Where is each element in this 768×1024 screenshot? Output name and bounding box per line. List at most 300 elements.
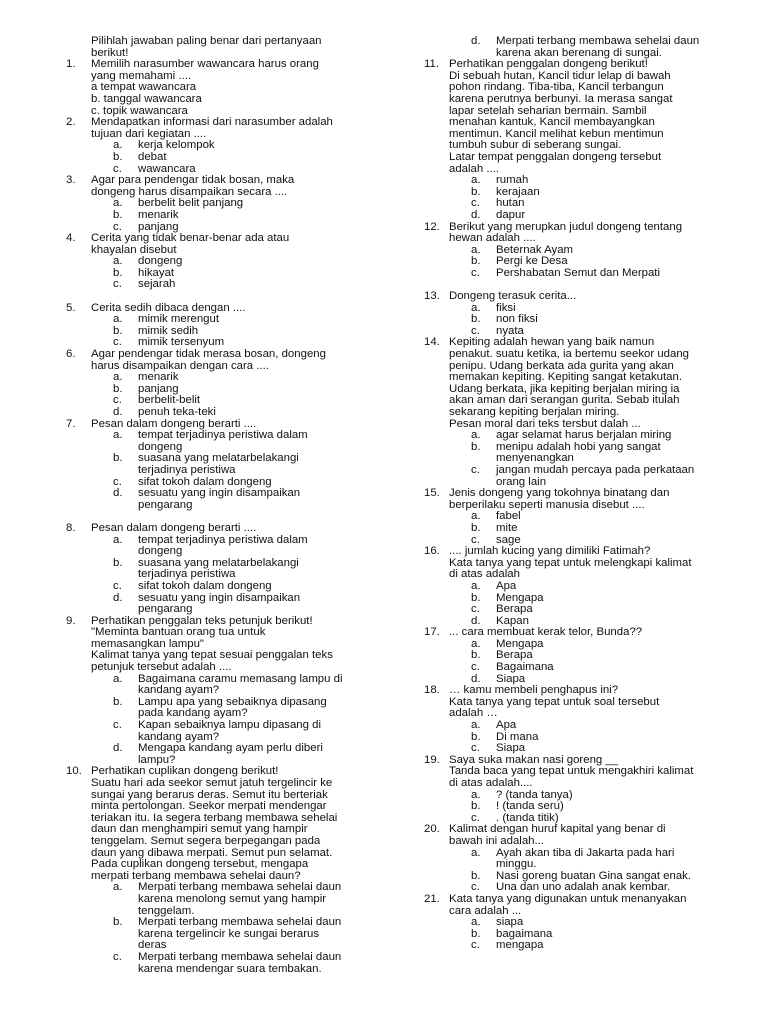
question-text-continued: cara adalah ... xyxy=(449,904,522,917)
question-text: 8. Pesan dalam dongeng berarti .... xyxy=(66,521,257,534)
answer-option xyxy=(424,268,724,280)
question-text-continued: Tanda baca yang tepat untuk mengakhiri kalimat xyxy=(449,765,694,778)
answer-option xyxy=(424,790,724,802)
question-text-continued: memakan kepiting. Kepiting sangat ketakutan. xyxy=(449,371,683,384)
question-text-continued: b. tanggal wawancara xyxy=(91,92,202,105)
question xyxy=(66,175,366,233)
option-letter: b. xyxy=(471,869,481,882)
option-text: mengapa xyxy=(496,939,544,952)
question-text: 13. Dongeng terasuk cerita... xyxy=(424,290,577,303)
question-text-continued: minta pertolongan. Seekor merpati mendengar xyxy=(91,800,327,813)
option-letter: a. xyxy=(471,174,481,187)
option-text-continued: deras xyxy=(138,939,167,952)
question-number: 1. xyxy=(66,58,76,71)
option-text: nyata xyxy=(496,324,524,337)
question xyxy=(66,523,366,616)
option-letter: c. xyxy=(113,278,122,291)
option-letter: a. xyxy=(471,579,481,592)
option-text: Kapan sebaiknya lampu dipasang di xyxy=(138,719,322,732)
option-letter: b. xyxy=(471,649,481,662)
question-text-continued: memasangkan lampu" xyxy=(91,637,204,650)
option-text: tempat terjadinya peristiwa dalam xyxy=(138,429,308,442)
question-text-continued: menahan kantuk, Kancil membayangkan xyxy=(449,116,655,129)
question-text: 15. Jenis dongeng yang tokohnya binatang dan xyxy=(424,487,670,500)
option-text: menarik xyxy=(138,208,179,221)
option-letter: d. xyxy=(471,614,481,627)
question-number: 16. xyxy=(424,545,440,558)
question-text-continued: petunjuk tersebut adalah .... xyxy=(91,661,232,674)
question-text: 19. Saya suka makan nasi goreng __ xyxy=(424,753,619,766)
question-text: 6. Agar pendengar tidak merasa bosan, dongeng xyxy=(66,348,326,361)
question-number: 3. xyxy=(66,174,76,187)
question-text-continued: "Meminta bantuan orang tua untuk xyxy=(91,626,266,639)
option-letter: c. xyxy=(113,475,122,488)
option-letter: c. xyxy=(471,266,480,279)
question-number: 20. xyxy=(424,823,440,836)
option-text: Bagaimana caramu memasang lampu di xyxy=(138,672,343,685)
option-text: Siapa xyxy=(496,742,526,755)
option-letter: a. xyxy=(113,371,123,384)
question-number: 17. xyxy=(424,626,440,639)
question xyxy=(66,303,366,349)
option-text: Mengapa xyxy=(496,637,544,650)
option-letter: a. xyxy=(471,243,481,256)
option-text: sesuatu yang ingin disampaikan xyxy=(138,591,301,604)
option-letter: a. xyxy=(471,719,481,732)
option-letter: a. xyxy=(471,637,481,650)
answer-option xyxy=(424,801,724,813)
question-text-continued: Kata tanya yang tepat untuk melengkapi kalimat xyxy=(449,556,692,569)
option-text: berbelit-belit xyxy=(138,394,201,407)
spacer xyxy=(66,291,366,303)
option-text: ? (tanda tanya) xyxy=(496,788,573,801)
option-text: panjang xyxy=(138,382,179,395)
option-text: Merpati terbang membawa sehelai daun xyxy=(138,950,342,963)
question-text-continued: Latar tempat penggalan dongeng tersebut xyxy=(449,150,662,163)
question xyxy=(424,627,724,685)
question-text-continued: Pada cuplikan dongeng tersebut, mengapa xyxy=(91,858,309,871)
question-text: 11. Perhatikan penggalan dongeng berikut! xyxy=(424,58,648,71)
question xyxy=(66,419,366,523)
question-text-continued: lapar setelah seharian bermain. Sambil xyxy=(449,104,647,117)
answer-option xyxy=(424,314,724,326)
option-text: hutan xyxy=(496,197,525,210)
option-text-continued: karena tergelincir ke sungai berarus xyxy=(138,927,320,940)
question-text-continued: sekarang kepiting berjalan miring. xyxy=(449,406,620,418)
option-letter: a. xyxy=(113,533,123,546)
question-text-continued: Udang berkata, jika kepiting berjalan miring ia xyxy=(449,382,680,395)
question-number: 13. xyxy=(424,290,440,303)
answer-option xyxy=(66,720,366,732)
question-number: 12. xyxy=(424,220,440,233)
question-text-continued: di atas adalah.... xyxy=(449,777,533,789)
answer-option xyxy=(424,36,724,48)
option-text-continued: dongeng xyxy=(138,440,183,453)
question-text-continued: mentimun. Kancil melihat kebun mentimun xyxy=(449,127,664,140)
question-text: 17. ... cara membuat kerak telor, Bunda?? xyxy=(424,626,643,639)
answer-option xyxy=(424,175,724,187)
question-text-continued: di atas adalah xyxy=(449,568,520,581)
answer-option xyxy=(424,732,724,744)
option-letter: a. xyxy=(471,429,481,442)
question-text: 9. Perhatikan penggalan teks petunjuk berikut! xyxy=(66,614,313,627)
question-text: 12. Berikut yang merupkan judul dongeng tentang xyxy=(424,220,683,233)
option-text: mite xyxy=(496,521,518,534)
answer-option xyxy=(66,535,366,547)
answer-option xyxy=(66,743,366,755)
answer-option xyxy=(424,245,724,257)
option-letter: c. xyxy=(113,394,122,407)
option-letter: b. xyxy=(113,452,123,465)
answer-option xyxy=(66,384,366,396)
option-text: tempat terjadinya peristiwa dalam xyxy=(138,533,308,546)
option-text: dongeng xyxy=(138,255,183,268)
option-letter: d. xyxy=(113,742,123,755)
question-number: 8. xyxy=(66,521,76,534)
option-letter: a. xyxy=(113,139,123,152)
option-text: ! (tanda seru) xyxy=(496,800,564,813)
option-text: Apa xyxy=(496,719,517,732)
question-text-continued: tujuan dari kegiatan .... xyxy=(91,127,207,140)
question-number: 7. xyxy=(66,417,76,430)
question xyxy=(424,36,724,59)
option-letter: a. xyxy=(113,255,123,268)
option-text-continued: kandang ayam? xyxy=(138,684,220,697)
answer-option xyxy=(66,198,366,210)
question-number: 4. xyxy=(66,232,76,245)
option-text: Di mana xyxy=(496,730,539,743)
option-text-continued: karena menolong semut yang hampir xyxy=(138,892,327,905)
left-column xyxy=(66,36,366,975)
option-letter: b. xyxy=(471,591,481,604)
option-letter: b. xyxy=(471,800,481,813)
question-text-continued: akan aman dari serangan gurita. Sebab itulah xyxy=(449,394,680,407)
option-text: fabel xyxy=(496,510,521,523)
answer-option xyxy=(424,720,724,732)
option-text: Ayah akan tiba di Jakarta pada hari xyxy=(496,846,675,859)
option-letter: c. xyxy=(113,162,122,175)
option-letter: b. xyxy=(471,185,481,198)
question-number: 11. xyxy=(424,58,439,71)
question-text-continued: Pesan moral dari teks tersbut dalah ... xyxy=(449,417,641,430)
question-text-continued: Kalimat tanya yang tepat sesuai penggalan teks xyxy=(91,649,333,662)
option-letter: b. xyxy=(113,150,123,163)
question xyxy=(66,117,366,175)
option-text: Berapa xyxy=(496,649,533,662)
question-text: 21. Kata tanya yang digunakan untuk menanyakan xyxy=(424,892,687,905)
question-text: 3. Agar para pendengar tidak bosan, maka xyxy=(66,174,295,187)
option-text: Pershabatan Semut dan Merpati xyxy=(496,266,660,279)
answer-option xyxy=(424,917,724,929)
option-letter: c. xyxy=(471,324,480,337)
option-letter: c. xyxy=(113,336,122,349)
answer-option xyxy=(66,152,366,164)
answer-option xyxy=(424,465,724,477)
option-text-continued: karena mendengar suara tembakan. xyxy=(138,962,322,975)
option-text: Mengapa xyxy=(496,591,544,604)
right-column xyxy=(424,36,724,952)
option-letter: b. xyxy=(471,313,481,326)
option-letter: b. xyxy=(113,324,123,337)
option-letter: a. xyxy=(113,881,123,894)
option-text-continued: tenggelam. xyxy=(138,904,195,917)
option-text: Siapa xyxy=(496,672,526,685)
option-text: Pergi ke Desa xyxy=(496,255,568,268)
question-number: 14. xyxy=(424,336,440,349)
option-letter: b. xyxy=(471,927,481,940)
question-text: 20. Kalimat dengan huruf kapital yang benar di xyxy=(424,823,666,836)
option-text: non fiksi xyxy=(496,313,538,326)
question xyxy=(424,337,724,488)
option-text: Berapa xyxy=(496,603,533,616)
question xyxy=(424,488,724,546)
question-text: 5. Cerita sedih dibaca dengan .... xyxy=(66,301,246,314)
option-text-continued: menyenangkan xyxy=(496,452,574,465)
option-text: menipu adalah hobi yang sangat xyxy=(496,440,661,453)
option-text: sifat tokoh dalam dongeng xyxy=(138,475,272,488)
question-text: 2. Mendapatkan informasi dari narasumber adalah xyxy=(66,116,333,129)
option-letter: c. xyxy=(471,661,480,674)
option-text-continued: karena akan berenang di sungai. xyxy=(496,46,662,59)
option-text: hikayat xyxy=(138,266,175,279)
question-number: 10. xyxy=(66,765,82,778)
option-letter: b. xyxy=(471,521,481,534)
option-text-continued: pada kandang ayam? xyxy=(138,707,248,720)
option-letter: c. xyxy=(471,463,480,476)
question xyxy=(424,546,724,627)
question-text: 7. Pesan dalam dongeng berarti .... xyxy=(66,417,257,430)
question-number: 6. xyxy=(66,348,76,361)
question-number: 9. xyxy=(66,614,76,627)
answer-option xyxy=(66,593,366,605)
option-text: wawancara xyxy=(138,162,196,175)
option-text: debat xyxy=(138,150,167,163)
option-letter: b. xyxy=(113,382,123,395)
option-text: siapa xyxy=(496,916,524,929)
option-letter: c. xyxy=(471,197,480,210)
question xyxy=(424,755,724,825)
option-text: penuh teka-teki xyxy=(138,406,216,418)
question xyxy=(424,291,724,337)
option-text: Nasi goreng buatan Gina sangat enak. xyxy=(496,869,692,882)
answer-option xyxy=(66,952,366,964)
option-text: jangan mudah percaya pada perkataan xyxy=(496,463,695,476)
option-letter: d. xyxy=(471,208,481,221)
question-text-continued: adalah … xyxy=(449,707,498,720)
answer-option xyxy=(66,917,366,929)
question-text-continued: merpati terbang membawa sehelai daun? xyxy=(91,869,301,882)
question-text-continued: c. topik wawancara xyxy=(91,104,188,117)
option-text: Beternak Ayam xyxy=(496,243,574,256)
answer-option xyxy=(424,210,724,222)
option-letter: c. xyxy=(471,603,480,616)
answer-option xyxy=(424,639,724,651)
option-letter: a. xyxy=(113,313,123,326)
question-text-continued: karena perutnya berbunyi. Ia merasa sangat xyxy=(449,92,673,105)
option-text: kerja kelompok xyxy=(138,139,215,152)
option-letter: a. xyxy=(471,301,481,314)
option-text: kerajaan xyxy=(496,185,540,198)
option-text: Kapan xyxy=(496,614,529,627)
question-text-continued: dongeng harus disampaikan secara .... xyxy=(91,185,288,198)
option-text: berbelit belit panjang xyxy=(138,197,244,210)
question-number: 18. xyxy=(424,684,440,697)
question-text: 10. Perhatikan cuplikan dongeng berikut! xyxy=(66,765,279,778)
question-text-continued: tenggelam. Semut segera berpegangan pada xyxy=(91,834,321,847)
option-text: mimik tersenyum xyxy=(138,336,225,349)
question-text: 18. … kamu membeli penghapus ini? xyxy=(424,684,619,697)
answer-option xyxy=(424,187,724,199)
option-text-continued: dongeng xyxy=(138,545,183,558)
question-text-continued: penakut. suatu ketika, ia bertemu seekor udang xyxy=(449,348,689,361)
option-text-continued: terjadinya peristiwa xyxy=(138,463,236,476)
option-text: Bagaimana xyxy=(496,661,554,674)
option-letter: c. xyxy=(471,533,480,546)
option-letter: c. xyxy=(471,811,480,824)
question-text-continued: teriakan itu. Ia segera terbang membawa sehelai xyxy=(91,811,338,824)
question-text-continued: yang memahami .... xyxy=(91,69,192,82)
option-letter: c. xyxy=(471,881,480,894)
answer-option xyxy=(66,372,366,384)
option-letter: a. xyxy=(113,429,123,442)
answer-option xyxy=(66,488,366,500)
option-text-continued: kandang ayam? xyxy=(138,730,220,743)
option-text: sage xyxy=(496,533,521,546)
question-text: 1. Memilih narasumber wawancara harus orang xyxy=(66,58,319,71)
option-text: suasana yang melatarbelakangi xyxy=(138,452,299,465)
option-text: Mengapa kandang ayam perlu diberi xyxy=(138,742,323,755)
question-text: 4. Cerita yang tidak benar-benar ada atau xyxy=(66,232,290,245)
option-letter: b. xyxy=(471,255,481,268)
question-number: 15. xyxy=(424,487,440,500)
option-text: . (tanda titik) xyxy=(496,811,559,824)
option-letter: c. xyxy=(113,719,122,732)
question-number: 5. xyxy=(66,301,76,314)
answer-option xyxy=(66,279,366,291)
answer-option xyxy=(424,523,724,535)
option-text: suasana yang melatarbelakangi xyxy=(138,556,299,569)
option-text: bagaimana xyxy=(496,927,553,940)
answer-option xyxy=(424,303,724,315)
option-text: mimik merengut xyxy=(138,313,220,326)
question-text: 16. .... jumlah kucing yang dimiliki Fatimah? xyxy=(424,545,651,558)
option-letter: d. xyxy=(471,672,481,685)
option-letter: d. xyxy=(471,35,481,47)
option-letter: b. xyxy=(113,556,123,569)
option-text-continued: minggu. xyxy=(496,858,537,871)
question-text-continued: daun yang dibawa merpati. Semut pun selamat. xyxy=(91,846,333,859)
question-text-continued: adalah .... xyxy=(449,162,500,175)
option-text: mimik sedih xyxy=(138,324,199,337)
question xyxy=(424,685,724,755)
option-text: menarik xyxy=(138,371,179,384)
answer-option xyxy=(66,256,366,268)
answer-option xyxy=(424,848,724,860)
option-letter: c. xyxy=(471,742,480,755)
option-text: Merpati terbang membawa sehelai daun xyxy=(138,881,342,894)
question-text-continued: a tempat wawancara xyxy=(91,81,197,94)
option-text: dapur xyxy=(496,208,526,221)
option-text-continued: terjadinya peristiwa xyxy=(138,568,236,581)
answer-option xyxy=(66,407,366,419)
answer-option xyxy=(66,430,366,442)
question xyxy=(66,349,366,419)
option-text: agar selamat harus berjalan miring xyxy=(496,429,672,442)
option-letter: d. xyxy=(113,487,123,500)
question xyxy=(424,59,724,221)
option-text: rumah xyxy=(496,174,529,187)
question-text-continued: pohon rindang. Tiba-tiba, Kancil terbangun xyxy=(449,81,664,94)
option-letter: a. xyxy=(471,916,481,929)
option-text: Apa xyxy=(496,579,517,592)
question-text-continued: khayalan disebut xyxy=(91,243,177,256)
question-text-continued: sungai yang berarus deras. Semut itu berteriak xyxy=(91,788,328,801)
option-letter: a. xyxy=(113,197,123,210)
question-text-continued: tumbuh subur di seberang sungai. xyxy=(449,139,622,152)
answer-option xyxy=(424,604,724,616)
option-letter: a. xyxy=(471,846,481,859)
question-text-continued: berperilaku seperti manusia disebut .... xyxy=(449,498,645,511)
option-letter: c. xyxy=(471,939,480,952)
question-text-continued: Suatu hari ada seekor semut jatuh tergelincir ke xyxy=(91,777,333,789)
answer-option xyxy=(424,940,724,952)
question xyxy=(66,616,366,767)
answer-option xyxy=(424,929,724,941)
option-text: fiksi xyxy=(496,301,516,314)
option-text-continued: lampu? xyxy=(138,753,176,766)
answer-option xyxy=(424,581,724,593)
option-text: sejarah xyxy=(138,278,176,291)
option-text: sifat tokoh dalam dongeng xyxy=(138,579,272,592)
option-letter: b. xyxy=(113,916,123,929)
option-letter: b. xyxy=(471,730,481,743)
answer-option xyxy=(66,314,366,326)
option-letter: d. xyxy=(113,591,123,604)
option-letter: b. xyxy=(113,266,123,279)
question xyxy=(66,233,366,303)
option-letter: c. xyxy=(113,220,122,233)
question-number: 21. xyxy=(424,892,440,905)
option-text-continued: pengarang xyxy=(138,603,193,616)
answer-option xyxy=(66,140,366,152)
question-text-continued: harus disampaikan dengan cara .... xyxy=(91,359,269,372)
question-number: 2. xyxy=(66,116,76,129)
option-letter: b. xyxy=(113,695,123,708)
option-letter: d. xyxy=(113,406,123,418)
option-text-continued: pengarang xyxy=(138,498,193,511)
option-text: Merpati terbang membawa sehelai daun xyxy=(496,35,700,47)
answer-option xyxy=(424,511,724,523)
answer-option xyxy=(424,198,724,210)
option-letter: a. xyxy=(471,788,481,801)
option-letter: c. xyxy=(113,950,122,963)
question-text-continued: Kata tanya yang tepat untuk soal tersebut xyxy=(449,695,660,708)
answer-option xyxy=(424,662,724,674)
question xyxy=(424,894,724,952)
option-text: Lampu apa yang sebaiknya dipasang xyxy=(138,695,327,708)
question-text-continued: hewan adalah .... xyxy=(449,232,536,245)
answer-option xyxy=(424,442,724,454)
option-text: Una dan uno adalah anak kembar. xyxy=(496,881,671,894)
question xyxy=(424,222,724,292)
option-letter: b. xyxy=(471,440,481,453)
option-text: Merpati terbang membawa sehelai daun xyxy=(138,916,342,929)
question-text-continued: Di sebuah hutan, Kancil tidur lelap di bawah xyxy=(449,69,671,82)
question xyxy=(66,766,366,975)
instruction-line: berikut! xyxy=(91,46,129,59)
question-text-continued: penipu. Udang berkata ada gurita yang akan xyxy=(449,359,674,372)
question-text-continued: bawah ini adalah... xyxy=(449,834,544,847)
